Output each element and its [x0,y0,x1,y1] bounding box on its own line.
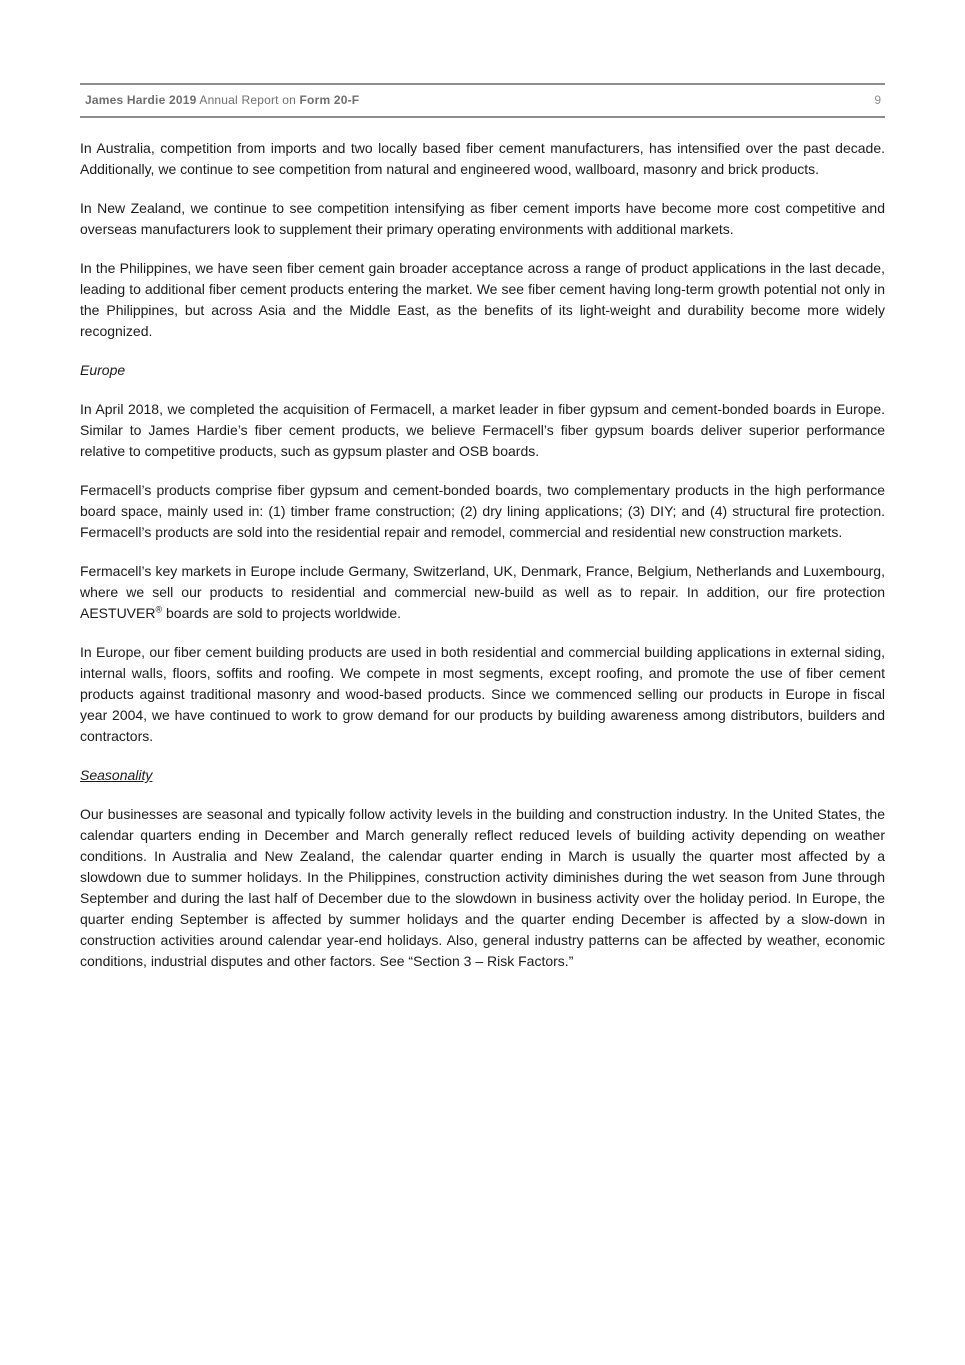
report-title-form: Form 20-F [299,93,360,107]
paragraph-australia: In Australia, competition from imports and two locally based fiber cement manufacturers, has intensified over the past decade. Additionally, we continue to see competition from natural and engineered wood, wallboard, masonry and brick products. [80,140,885,177]
body-text [80,138,885,972]
fermacell-markets-text: Fermacell’s key markets in Europe include Germany, Switzerland, UK, Denmark, France, Belgium, Netherlands and Luxembourg, where we sell our products to residential and commercial new-build as well as to repair. In addition, our fire protection AESTUVER [80,563,885,621]
paragraph-fermacell-markets [80,561,885,624]
paragraph-seasonality: Our businesses are seasonal and typically follow activity levels in the building and construction industry. In the United States, the calendar quarters ending in December and March generally reflect reduced levels of building activity depending on weather conditions. In Australia and New Zealand, the calendar quarter ending in March is usually the quarter most affected by a slowdown due to summer holidays. In the Philippines, construction activity diminishes during the wet season from June through September and during the last half of December due to the slowdown in business activity over the holiday period. In Europe, the quarter ending September is affected by summer holidays and the quarter ending December is affected by a slow-down in construction activities around calendar year-end holidays. Also, general industry patterns can be affected by weather, economic conditions, industrial disputes and other factors. See “Section 3 – Risk Factors.” [80,806,885,969]
paragraph-europe-business: In Europe, our fiber cement building products are used in both residential and commercial building applications in external siding, internal walls, floors, soffits and roofing. We compete in most segments, except roofing, and promote the use of fiber cement products against traditional masonry and wood-based products. Since we commenced selling our products in Europe in fiscal year 2004, we have continued to work to grow demand for our products by building awareness among distributors, builders and contractors. [80,644,885,744]
heading-europe: Europe [80,362,126,378]
page-number: 9 [874,93,881,107]
heading-seasonality: Seasonality [80,767,153,783]
registered-trademark-superscript: ® [155,604,163,615]
paragraph-fermacell-acquisition: In April 2018, we completed the acquisition of Fermacell, a market leader in fiber gypsum and cement-bonded boards in Europe. Similar to James Hardie’s fiber cement products, we believe Fermacell’s fiber gypsum boards deliver superior performance relative to competitive products, such as gypsum plaster and OSB boards. [80,401,885,459]
paragraph-new-zealand: In New Zealand, we continue to see competition intensifying as fiber cement imports have become more cost competitive and overseas manufacturers look to supplement their primary operating environments with additional markets. [80,200,885,237]
paragraph-philippines: In the Philippines, we have seen fiber cement gain broader acceptance across a range of product applications in the last decade, leading to additional fiber cement products entering the market. We see fiber cement having long-term growth potential not only in the Philippines, but across Asia and the Middle East, as the benefits of its light-weight and durability become more widely recognized. [80,260,885,339]
fermacell-markets-text-end: boards are sold to projects worldwide. [162,605,402,621]
page-content [80,83,885,972]
report-title-brand: James Hardie 2019 [85,93,197,107]
report-title-middle: Annual Report on [199,93,296,107]
report-title [85,92,359,108]
page-header [80,83,885,118]
paragraph-fermacell-products: Fermacell’s products comprise fiber gypsum and cement-bonded boards, two complementary products in the high performance board space, mainly used in: (1) timber frame construction; (2) dry lining applications; (3) DIY; and (4) structural fire protection. Fermacell’s products are sold into the residential repair and remodel, commercial and residential new construction markets. [80,482,885,540]
